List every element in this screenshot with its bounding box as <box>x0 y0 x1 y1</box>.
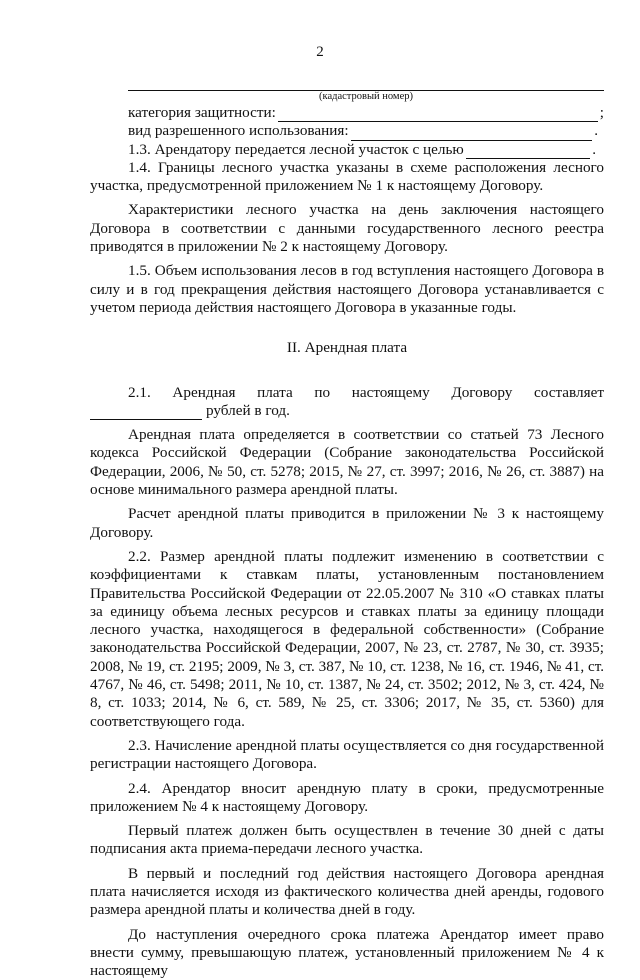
clause-2-1-word: плата <box>257 383 293 401</box>
rent-amount-tail: рублей в год. <box>206 401 290 419</box>
rent-basis-paragraph: Арендная плата определяется в соответствии со статьей 73 Лесного кодекса Российской Федерации (Собрание законодательства Российской Федерации, 2006, № 50, ст. 5278; 2015, № 27, ст. 3997; 2016, № 26, ст. 3887) на основе минимального размера арендной платы. <box>90 426 604 499</box>
protection-category-end: ; <box>599 104 604 121</box>
clause-2-1-line <box>90 384 604 402</box>
clause-2-1-word: 2.1. <box>128 383 151 401</box>
clause-1-5: 1.5. Объем использования лесов в год вступления настоящего Договора в силу и в год прекращения действия настоящего Договора устанавливается с учетом периода действия настоящего Договора в указанные годы. <box>90 262 604 316</box>
permitted-use-end: . <box>594 122 598 140</box>
clause-2-1-word: настоящему <box>351 383 430 401</box>
rent-amount-blank[interactable] <box>90 405 202 420</box>
purpose-blank[interactable] <box>466 145 590 159</box>
clause-2-1-word: Арендная <box>172 383 236 401</box>
permitted-use-label: вид разрешенного использования: <box>128 122 349 140</box>
purpose-end: . <box>592 140 596 158</box>
purpose-label: 1.3. Арендатору передается лесной участок с целью <box>128 140 464 158</box>
protection-category-row <box>90 104 604 122</box>
document-body <box>90 104 604 980</box>
permitted-use-blank[interactable] <box>351 127 593 141</box>
cadastral-caption: (кадастровый номер) <box>319 91 413 102</box>
page-number: 2 <box>316 44 324 60</box>
clause-1-4: 1.4. Границы лесного участка указаны в схеме расположения лесного участка, предусмотренной приложением № 1 к настоящему Договору. <box>90 158 604 195</box>
section-title: II. Арендная плата <box>286 339 408 357</box>
purpose-row <box>90 141 604 159</box>
first-last-year-paragraph: В первый и последний год действия настоящего Договора арендная плата начисляется исходя из фактического количества дней аренды, годового размера арендной платы и количества дней в году. <box>90 864 604 919</box>
permitted-use-row <box>90 122 604 140</box>
protection-category-blank[interactable] <box>278 108 598 122</box>
characteristics-paragraph: Характеристики лесного участка на день заключения настоящего Договора в соответствии с данными государственного лесного реестра приводятся в приложении № 2 к настоящему Договору. <box>90 201 604 256</box>
protection-category-label: категория защитности: <box>128 104 276 121</box>
first-payment-paragraph: Первый платеж должен быть осуществлен в течение 30 дней с даты подписания акта приема-передачи лесного участка. <box>90 822 604 858</box>
clause-2-4: 2.4. Арендатор вносит арендную плату в сроки, предусмотренные приложением № 4 к настоящему Договору. <box>90 779 604 815</box>
clause-2-1-word: по <box>314 383 331 401</box>
prepayment-paragraph: До наступления очередного срока платежа Арендатор имеет право внести сумму, превышающую платеж, установленный приложением № 4 к настоящему <box>90 925 604 980</box>
clause-2-3: 2.3. Начисление арендной платы осуществляется со дня государственной регистрации настоящего Договора. <box>90 736 604 773</box>
clause-2-2: 2.2. Размер арендной платы подлежит изменению в соответствии с коэффициентами к ставкам платы, установленным постановлением Правительства Российской Федерации от 22.05.2007 № 310 «О ставках платы за единицу объема лесных ресурсов и ставках платы за единицу площади лесного участка, находящегося в федеральной собственности» (Собрание законодательства Российской Федерации, 2007, № 23, ст. 2787, № 30, ст. 3935; 2008, № 19, ст. 2195; 2009, № 3, ст. 387, № 10, ст. 1238, № 16, ст. 1946, № 41, ст. 4767, № 46, ст. 5498; 2011, № 10, ст. 1387, № 24, ст. 3502; 2012, № 3, ст. 424, № 8, ст. 1033; 2014, № 6, ст. 589, № 25, ст. 3306; 2017, № 35, ст. 5360) для соответствующего года. <box>90 547 604 730</box>
rent-amount-row <box>90 402 604 420</box>
rent-calculation-paragraph: Расчет арендной платы приводится в приложении № 3 к настоящему Договору. <box>90 505 604 541</box>
clause-2-1-word: составляет <box>534 383 604 401</box>
clause-2-1-word: Договору <box>451 383 513 401</box>
